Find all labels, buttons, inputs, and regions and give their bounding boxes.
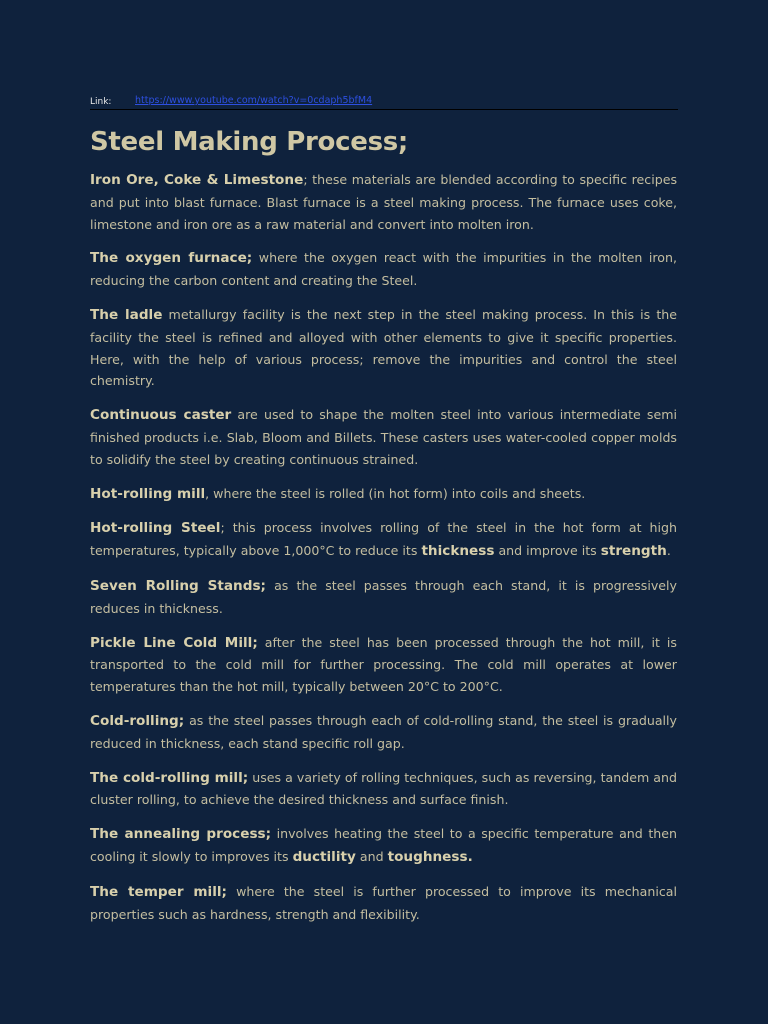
paragraph-text: after the steel has been processed through the hot mill, it is transported to the cold mill for further processing. The cold mill operates at lower temperatures than the hot mill, typically between 20°C to 200°C. xyxy=(90,634,677,695)
bold-term: Hot-rolling Steel xyxy=(90,520,221,537)
paragraph xyxy=(90,304,677,392)
bold-term: The ladle xyxy=(90,306,163,323)
paragraph xyxy=(90,710,677,755)
bold-term: Seven Rolling Stands; xyxy=(90,577,266,594)
bold-term: The oxygen furnace; xyxy=(90,250,253,267)
paragraph xyxy=(90,404,677,470)
bold-term: Cold-rolling; xyxy=(90,712,185,729)
paragraph-text: involves heating the steel to a specific temperature and then cooling it slowly to improves its xyxy=(90,826,677,864)
paragraph-text: and improve its xyxy=(494,543,601,559)
paragraph-text: and xyxy=(355,848,388,864)
paragraph-text: metallurgy facility is the next step in the steel making process. In this is the facility the steel is refined and alloyed with other elements to give it specific properties. Here, with the help of various process; remove the impurities and control the steel chemistry. xyxy=(90,306,677,389)
bold-term: The cold-rolling mill; xyxy=(90,769,249,786)
bold-term: Hot-rolling mill xyxy=(90,485,206,502)
bold-term: thickness xyxy=(421,543,495,560)
bold-term: strength xyxy=(600,543,667,560)
paragraph xyxy=(90,881,677,926)
bold-term: toughness. xyxy=(387,848,473,865)
bold-term: Iron Ore, Coke & Limestone xyxy=(90,172,304,188)
paragraph xyxy=(90,575,677,620)
video-link[interactable]: https://www.youtube.com/watch?v=0cdaph5bfM4 xyxy=(135,95,373,106)
paragraph-text: uses a variety of rolling techniques, such as reversing, tandem and cluster rolling, to achieve the desired thickness and surface finish. xyxy=(90,769,677,808)
paragraph-text: , where the steel is rolled (in hot form) into coils and sheets. xyxy=(205,485,586,501)
paragraph xyxy=(90,823,677,869)
paragraph-text: ; these materials are blended according to specific recipes and put into blast furnace. Blast furnace is a steel making process. The furnace uses coke, limestone and iron ore as a raw material and convert into molten iron. xyxy=(90,172,678,232)
paragraph xyxy=(90,767,677,812)
paragraph xyxy=(90,169,677,235)
paragraph xyxy=(90,517,677,563)
paragraph-text: as the steel passes through each of cold-rolling stand, the steel is gradually reduced in thickness, each stand specific roll gap. xyxy=(90,712,677,751)
paragraph-text: . xyxy=(666,543,671,559)
bold-term: ductility xyxy=(292,848,356,865)
bold-term: Continuous caster xyxy=(90,407,232,424)
paragraph xyxy=(90,632,677,698)
paragraph-text: ; this process involves rolling of the steel in the hot form at high temperatures, typically above 1,000°C to reduce its xyxy=(90,520,678,559)
paragraph xyxy=(90,247,677,292)
link-label: Link: xyxy=(90,97,112,107)
paragraph-text: where the oxygen react with the impurities in the molten iron, reducing the carbon content and creating the Steel. xyxy=(90,250,677,289)
page-title: Steel Making Process; xyxy=(90,127,409,157)
link-row xyxy=(90,95,678,110)
paragraph-text: are used to shape the molten steel into various intermediate semi finished products i.e. Slab, Bloom and Billets. These casters uses water-cooled copper molds to solidify the steel by creating continuous strained. xyxy=(90,407,678,467)
paragraph xyxy=(90,483,677,506)
paragraph-text: as the steel passes through each stand, it is progressively reduces in thickness. xyxy=(90,577,678,616)
bold-term: Pickle Line Cold Mill; xyxy=(90,634,258,651)
bold-term: The annealing process; xyxy=(90,826,272,843)
bold-term: The temper mill; xyxy=(90,883,227,900)
paragraph-text: where the steel is further processed to improve its mechanical properties such as hardness, strength and flexibility. xyxy=(90,883,677,922)
document-body xyxy=(90,169,677,937)
